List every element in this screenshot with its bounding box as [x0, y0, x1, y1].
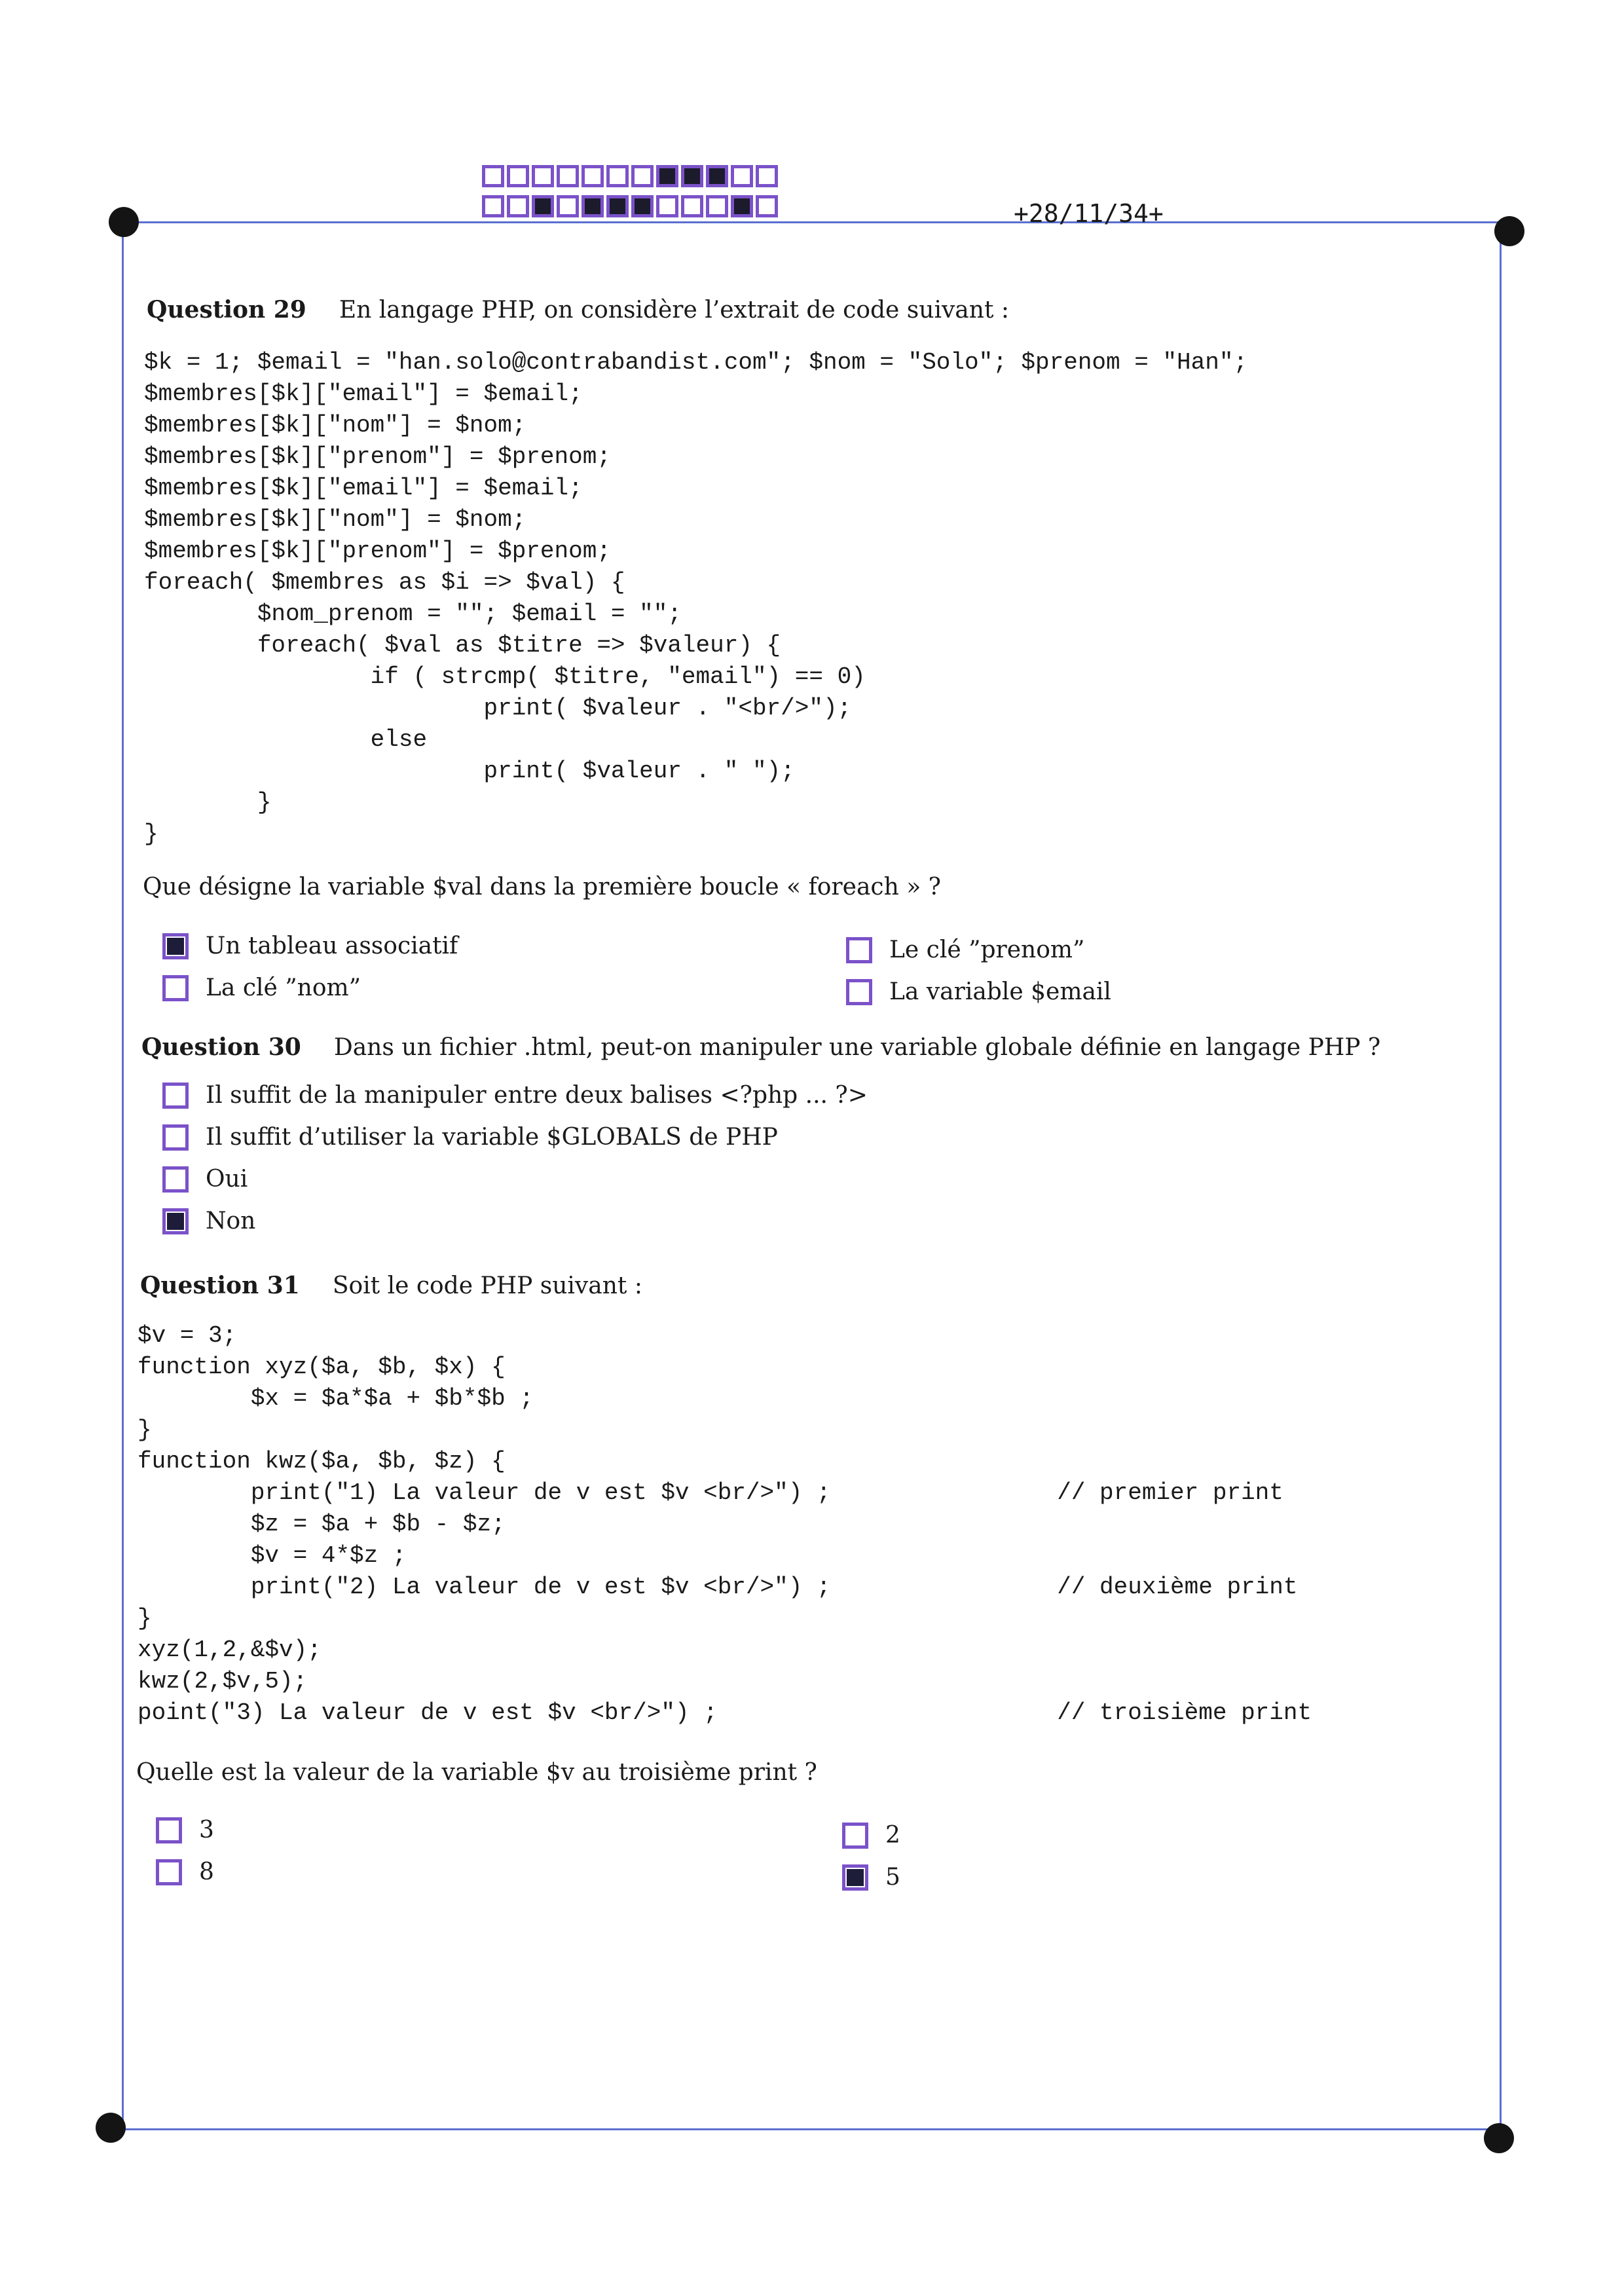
barcode-cell — [606, 165, 629, 187]
barcode-cell — [557, 165, 579, 187]
barcode-cell — [606, 195, 629, 217]
answer-label: Non — [206, 1208, 256, 1234]
q29-answer-4[interactable] — [846, 978, 1111, 1005]
barcode-cell — [581, 165, 604, 187]
answer-label: 8 — [199, 1859, 214, 1885]
answer-label: Oui — [206, 1166, 248, 1193]
barcode-cell — [731, 165, 753, 187]
code-line: $z = $a + $b - $z; — [138, 1511, 506, 1538]
corner-mark-bottom-right — [1484, 2123, 1514, 2153]
corner-mark-top-right — [1494, 216, 1524, 246]
q29-answer-3[interactable] — [846, 936, 1084, 963]
frame-left-line — [122, 221, 124, 2128]
code-line: } — [138, 1605, 152, 1632]
answer-label: Il suffit de la manipuler entre deux balises <?php ... ?> — [206, 1082, 868, 1109]
barcode-cell — [706, 165, 728, 187]
barcode-cell — [507, 195, 529, 217]
question-30-number: Question 30 — [141, 1033, 301, 1061]
answer-label: 2 — [885, 1822, 900, 1849]
code-line: $membres[$k]["nom"] = $nom; — [144, 412, 526, 439]
checkbox-q29-4[interactable] — [846, 979, 872, 1005]
answer-label: Un tableau associatif — [206, 933, 458, 959]
barcode-cell — [631, 195, 654, 217]
checkbox-q29-1[interactable] — [162, 933, 189, 959]
code-line: print( $valeur . " "); — [144, 758, 795, 785]
barcode-cell — [756, 195, 778, 217]
q30-answer-3[interactable] — [162, 1166, 248, 1193]
code-line: else — [144, 726, 428, 753]
code-line: foreach( $val as $titre => $valeur) { — [144, 632, 781, 659]
question-29-header — [147, 296, 1009, 324]
barcode-cell — [532, 165, 554, 187]
q29-answer-2[interactable] — [162, 974, 361, 1001]
q30-answer-1[interactable] — [162, 1082, 868, 1109]
barcode-row-2 — [482, 195, 778, 217]
page-id: +28/11/34+ — [1014, 199, 1164, 228]
code-line: print("1) La valeur de v est $v <br/>") ; // premier print — [138, 1479, 1283, 1506]
code-line: if ( strcmp( $titre, "email") == 0) — [144, 663, 866, 690]
question-30-title: Dans un fichier .html, peut-on manipuler une variable globale définie en langage PHP ? — [333, 1034, 1381, 1061]
barcode-cell — [706, 195, 728, 217]
code-line: } — [144, 789, 272, 816]
barcode-cell — [656, 195, 678, 217]
checkbox-q31-1[interactable] — [156, 1817, 182, 1843]
barcode-cell — [482, 195, 504, 217]
barcode-row-1 — [482, 165, 778, 187]
barcode-cell — [532, 195, 554, 217]
q29-answer-1[interactable] — [162, 933, 458, 959]
answer-label: 3 — [199, 1817, 214, 1843]
barcode-cell — [731, 195, 753, 217]
question-31-header — [140, 1272, 642, 1299]
code-line: foreach( $membres as $i => $val) { — [144, 569, 625, 596]
corner-mark-bottom-left — [96, 2113, 126, 2143]
barcode-cell — [581, 195, 604, 217]
barcode-cell — [756, 165, 778, 187]
checkbox-q31-3[interactable] — [842, 1823, 868, 1849]
code-line: print("2) La valeur de v est $v <br/>") ; // deuxième print — [138, 1574, 1298, 1601]
barcode-cell — [507, 165, 529, 187]
barcode-cell — [557, 195, 579, 217]
q30-answer-2[interactable] — [162, 1124, 778, 1151]
barcode-cell — [656, 165, 678, 187]
code-line: } — [138, 1416, 152, 1443]
question-29-number: Question 29 — [147, 296, 306, 324]
code-line: point("3) La valeur de v est $v <br/>") ; // troisième print — [138, 1699, 1312, 1726]
checkbox-q29-2[interactable] — [162, 975, 189, 1001]
code-line: $k = 1; $email = "han.solo@contrabandist.com"; $nom = "Solo"; $prenom = "Han"; — [144, 349, 1248, 376]
question-31-title: Soit le code PHP suivant : — [332, 1272, 642, 1299]
frame-top-line — [123, 221, 1510, 223]
code-line: xyz(1,2,&$v); — [138, 1637, 322, 1663]
question-29-code — [144, 347, 1247, 850]
code-line: $membres[$k]["prenom"] = $prenom; — [144, 538, 611, 565]
frame-right-line — [1500, 229, 1502, 2135]
code-line: kwz(2,$v,5); — [138, 1668, 308, 1695]
code-line: } — [144, 821, 158, 847]
q31-answer-2[interactable] — [156, 1859, 214, 1885]
question-31-number: Question 31 — [140, 1272, 300, 1299]
barcode-cell — [681, 195, 703, 217]
question-29-prompt: Que désigne la variable $val dans la première boucle « foreach » ? — [143, 874, 941, 900]
answer-label: La variable $email — [889, 978, 1111, 1005]
checkbox-q31-4[interactable] — [842, 1864, 868, 1891]
answer-label: La clé ”nom” — [206, 974, 361, 1001]
question-31-code — [138, 1320, 1312, 1729]
q31-answer-3[interactable] — [842, 1822, 900, 1849]
checkbox-q30-1[interactable] — [162, 1083, 189, 1109]
code-line: print( $valeur . "<br/>"); — [144, 695, 852, 722]
code-line: $nom_prenom = ""; $email = ""; — [144, 601, 682, 627]
code-line: function kwz($a, $b, $z) { — [138, 1448, 506, 1475]
checkbox-q29-3[interactable] — [846, 937, 872, 963]
checkbox-q30-3[interactable] — [162, 1166, 189, 1193]
code-line: function xyz($a, $b, $x) { — [138, 1354, 506, 1380]
code-line: $membres[$k]["email"] = $email; — [144, 475, 583, 502]
code-line: $membres[$k]["email"] = $email; — [144, 380, 583, 407]
question-29-title: En langage PHP, on considère l’extrait de code suivant : — [339, 297, 1009, 324]
question-31-prompt: Quelle est la valeur de la variable $v au troisième print ? — [136, 1759, 817, 1786]
answer-label: Le clé ”prenom” — [889, 936, 1085, 963]
barcode-cell — [482, 165, 504, 187]
checkbox-q31-2[interactable] — [156, 1859, 182, 1885]
checkbox-q30-4[interactable] — [162, 1208, 189, 1234]
code-line: $x = $a*$a + $b*$b ; — [138, 1385, 534, 1412]
barcode-cell — [631, 165, 654, 187]
code-line: $v = 4*$z ; — [138, 1542, 407, 1569]
corner-mark-top-left — [109, 207, 139, 237]
q30-answer-4[interactable] — [162, 1208, 255, 1234]
checkbox-q30-2[interactable] — [162, 1124, 189, 1151]
answer-label: 5 — [885, 1864, 900, 1891]
q31-answer-4[interactable] — [842, 1864, 900, 1891]
code-line: $membres[$k]["nom"] = $nom; — [144, 506, 526, 533]
barcode-cell — [681, 165, 703, 187]
q31-answer-1[interactable] — [156, 1817, 214, 1843]
question-30-header — [141, 1033, 1380, 1061]
frame-bottom-line — [110, 2128, 1498, 2130]
answer-label: Il suffit d’utiliser la variable $GLOBALS de PHP — [206, 1124, 778, 1151]
code-line: $v = 3; — [138, 1322, 237, 1349]
code-line: $membres[$k]["prenom"] = $prenom; — [144, 443, 611, 470]
